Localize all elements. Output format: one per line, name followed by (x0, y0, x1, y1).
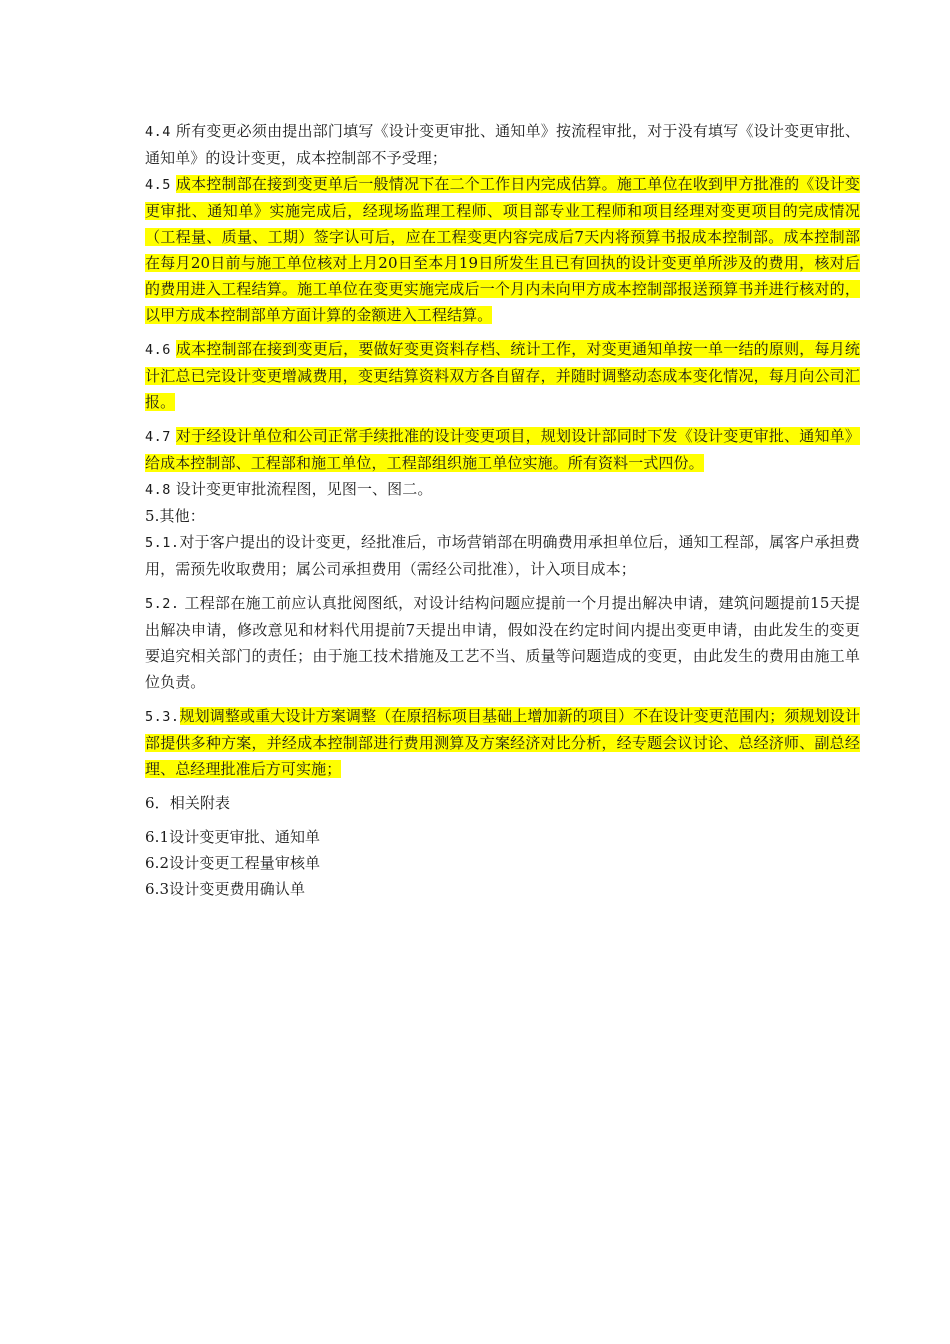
clause-text: 设计变更审批流程图，见图一、图二。 (170, 480, 433, 498)
clause-4-5 (145, 171, 860, 328)
clause-text: 对于客户提出的设计变更，经批准后，市场营销部在明确费用承担单位后，通知工程部，属客户承担费用，需预先收取费用；属公司承担费用（需经公司批准），计入项目成本； (145, 533, 860, 578)
highlighted-text: 对于经设计单位和公司正常手续批准的设计变更项目，规划设计部同时下发《设计变更审批、通知单》给成本控制部、工程部和施工单位，工程部组织施工单位实施。所有资料一式四份。 (145, 427, 860, 472)
clause-4-4 (145, 118, 860, 171)
clause-5-1 (145, 529, 860, 582)
highlighted-text: 施工单位在收到甲方批准的《设计变更审批、通知单》实施完成后，经现场监理工程师、项目部专业工程师和项目经理对变更项目的完成情况（工程量、质量、工期）签字认可后，应在工程变更内容完成后7天内将预算书报成本控制部。成本控制部在每月20日前与施工单位核对上月20日至本月19日所发生且已有回执的设计变更单所涉及的费用，核对后的费用进入工程结算。施工单位在变更实施完成后一个月内未向甲方成本控制部报送预算书并进行核对的，以甲方成本控制部单方面计算的金额进入工程结算。 (145, 175, 861, 324)
clause-5-3 (145, 703, 860, 782)
appendix-item: 6.1设计变更审批、通知单 (145, 828, 321, 846)
clause-text: 所有变更必须由提出部门填写《设计变更审批、通知单》按流程审批，对于没有填写《设计变更审批、通知单》的设计变更，成本控制部不予受理； (145, 122, 860, 167)
clause-number: 5.2. (145, 596, 180, 612)
document-page (145, 118, 860, 902)
highlighted-text: 成本控制部在接到变更单后一般情况下在二个工作日内完成估算。 (175, 175, 617, 193)
clause-4-6 (145, 336, 860, 415)
highlighted-text: 成本控制部在接到变更后，要做好变更资料存档、统计工作，对变更通知单按一单一结的原则，每月统计汇总已完设计变更增减费用，变更结算资料双方各自留存，并随时调整动态成本变化情况，每月向公司汇报。 (145, 340, 860, 411)
section-5-heading: 5.其他： (145, 507, 205, 525)
clause-text: 工程部在施工前应认真批阅图纸，对设计结构问题应提前一个月提出解决申请，建筑问题提前15天提出解决申请，修改意见和材料代用提前7天提出申请，假如没在约定时间内提出变更申请，由此发生的变更要追究相关部门的责任；由于施工技术措施及工艺不当、质量等问题造成的变更，由此发生的费用由施工单位负责。 (145, 594, 860, 691)
clause-number: 4.5 (145, 177, 171, 193)
clause-number: 5.3. (145, 709, 180, 725)
clause-4-7 (145, 423, 860, 476)
clause-number: 4.6 (145, 342, 171, 358)
appendix-item: 6.3设计变更费用确认单 (145, 880, 306, 898)
clause-number: 5.1. (145, 535, 180, 551)
clause-4-8 (145, 476, 860, 503)
highlighted-text: 规划调整或重大设计方案调整（在原招标项目基础上增加新的项目）不在设计变更范围内；须规划设计部提供多种方案，并经成本控制部进行费用测算及方案经济对比分析，经专题会议讨论、总经济师、副总经理、总经理批准后方可实施； (145, 707, 860, 778)
section-6-heading: 6．相关附表 (145, 794, 231, 812)
clause-number: 4.7 (145, 429, 171, 445)
appendix-item: 6.2设计变更工程量审核单 (145, 854, 321, 872)
clause-number: 4.8 (145, 482, 171, 498)
clause-number: 4.4 (145, 124, 171, 140)
clause-5-2 (145, 590, 860, 695)
